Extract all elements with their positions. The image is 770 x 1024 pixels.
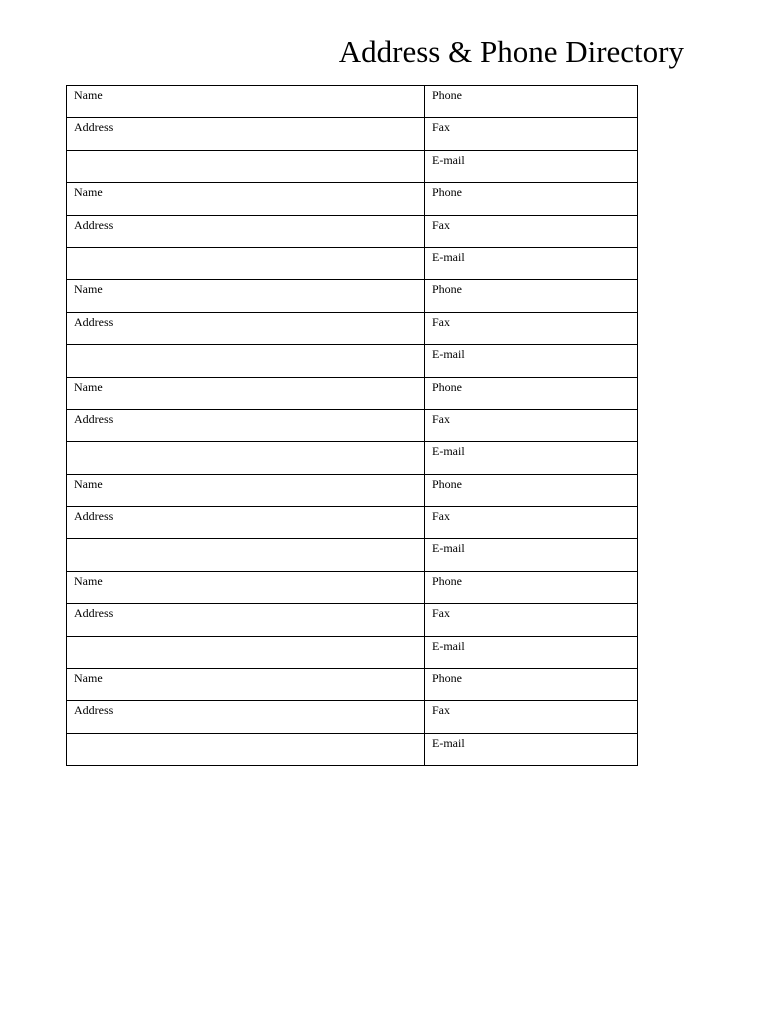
- email-label: E-mail: [432, 347, 465, 362]
- directory-table: [66, 85, 638, 766]
- address-label: Address: [74, 606, 114, 621]
- name-label: Name: [74, 379, 103, 394]
- address-label: Address: [74, 314, 114, 329]
- address-field[interactable]: [67, 409, 425, 441]
- email-field[interactable]: [425, 345, 638, 377]
- fax-field[interactable]: [425, 507, 638, 539]
- fax-field[interactable]: [425, 604, 638, 636]
- name-label: Name: [74, 671, 103, 686]
- fax-label: Fax: [432, 217, 450, 232]
- email-field[interactable]: [425, 539, 638, 571]
- name-label: Name: [74, 88, 103, 102]
- email-label: E-mail: [432, 541, 465, 556]
- name-field[interactable]: [67, 280, 425, 312]
- phone-field[interactable]: [425, 86, 638, 118]
- address-field[interactable]: [67, 507, 425, 539]
- fax-field[interactable]: [425, 312, 638, 344]
- directory-row: [67, 280, 638, 312]
- address-label: Address: [74, 217, 114, 232]
- directory-row: [67, 733, 638, 765]
- phone-field[interactable]: [425, 474, 638, 506]
- directory-row: [67, 507, 638, 539]
- directory-row: [67, 669, 638, 701]
- fax-field[interactable]: [425, 701, 638, 733]
- name-label: Name: [74, 185, 103, 200]
- email-label: E-mail: [432, 152, 465, 167]
- address-label: Address: [74, 703, 114, 718]
- fax-field[interactable]: [425, 409, 638, 441]
- page-title: Address & Phone Directory: [338, 34, 684, 69]
- name-label: Name: [74, 476, 103, 491]
- name-field[interactable]: [67, 377, 425, 409]
- email-field[interactable]: [425, 636, 638, 668]
- name-field[interactable]: [67, 86, 425, 118]
- email-label: E-mail: [432, 735, 465, 750]
- email-field[interactable]: [425, 150, 638, 182]
- email-field[interactable]: [425, 247, 638, 279]
- fax-label: Fax: [432, 411, 450, 426]
- phone-label: Phone: [432, 88, 462, 102]
- phone-label: Phone: [432, 476, 462, 491]
- directory-row: [67, 215, 638, 247]
- fax-field[interactable]: [425, 215, 638, 247]
- address-field-line-2[interactable]: [67, 539, 425, 571]
- phone-label: Phone: [432, 379, 462, 394]
- directory-row: [67, 539, 638, 571]
- address-label: Address: [74, 120, 114, 135]
- directory-row: [67, 345, 638, 377]
- fax-label: Fax: [432, 606, 450, 621]
- address-field[interactable]: [67, 701, 425, 733]
- email-label: E-mail: [432, 249, 465, 264]
- directory-row: [67, 183, 638, 215]
- phone-label: Phone: [432, 282, 462, 297]
- email-field[interactable]: [425, 442, 638, 474]
- address-label: Address: [74, 509, 114, 524]
- phone-label: Phone: [432, 185, 462, 200]
- address-field-line-2[interactable]: [67, 247, 425, 279]
- directory-row: [67, 409, 638, 441]
- name-label: Name: [74, 282, 103, 297]
- address-field[interactable]: [67, 118, 425, 150]
- directory-row: [67, 150, 638, 182]
- fax-label: Fax: [432, 120, 450, 135]
- phone-field[interactable]: [425, 280, 638, 312]
- address-field-line-2[interactable]: [67, 733, 425, 765]
- directory-row: [67, 86, 638, 118]
- name-label: Name: [74, 573, 103, 588]
- name-field[interactable]: [67, 571, 425, 603]
- phone-field[interactable]: [425, 669, 638, 701]
- phone-label: Phone: [432, 573, 462, 588]
- name-field[interactable]: [67, 183, 425, 215]
- address-field[interactable]: [67, 604, 425, 636]
- name-field[interactable]: [67, 474, 425, 506]
- address-field-line-2[interactable]: [67, 345, 425, 377]
- address-field[interactable]: [67, 312, 425, 344]
- fax-label: Fax: [432, 509, 450, 524]
- directory-row: [67, 377, 638, 409]
- phone-field[interactable]: [425, 377, 638, 409]
- directory-row: [67, 442, 638, 474]
- directory-row: [67, 701, 638, 733]
- phone-field[interactable]: [425, 183, 638, 215]
- directory-body: [67, 86, 638, 766]
- phone-label: Phone: [432, 671, 462, 686]
- address-field-line-2[interactable]: [67, 150, 425, 182]
- address-field[interactable]: [67, 215, 425, 247]
- directory-row: [67, 604, 638, 636]
- fax-label: Fax: [432, 314, 450, 329]
- directory-row: [67, 312, 638, 344]
- address-label: Address: [74, 411, 114, 426]
- phone-field[interactable]: [425, 571, 638, 603]
- email-label: E-mail: [432, 444, 465, 459]
- email-label: E-mail: [432, 638, 465, 653]
- email-field[interactable]: [425, 733, 638, 765]
- fax-field[interactable]: [425, 118, 638, 150]
- directory-row: [67, 636, 638, 668]
- address-field-line-2[interactable]: [67, 442, 425, 474]
- directory-row: [67, 247, 638, 279]
- directory-row: [67, 118, 638, 150]
- name-field[interactable]: [67, 669, 425, 701]
- address-field-line-2[interactable]: [67, 636, 425, 668]
- fax-label: Fax: [432, 703, 450, 718]
- directory-row: [67, 474, 638, 506]
- directory-row: [67, 571, 638, 603]
